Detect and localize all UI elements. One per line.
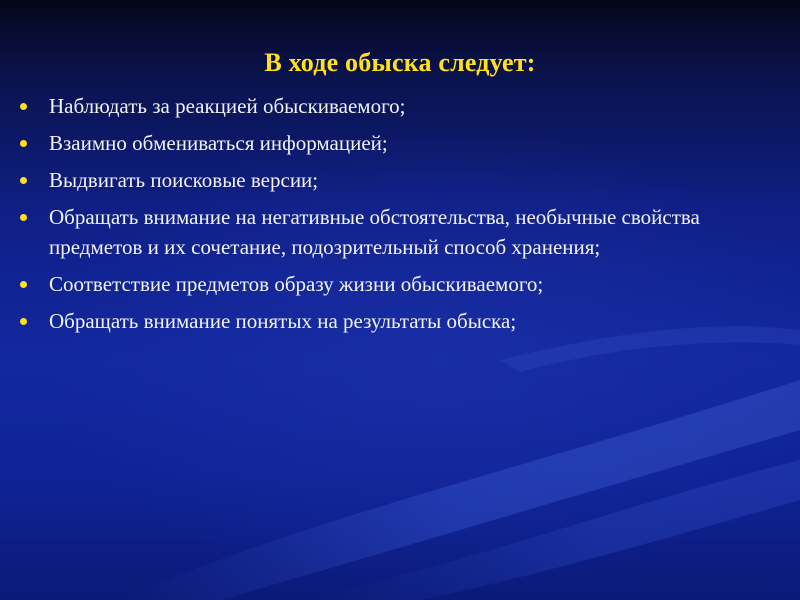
slide-title: В ходе обыска следует: [264, 48, 536, 77]
bullet-item [18, 91, 758, 121]
bullet-icon [20, 214, 27, 221]
bullet-item [18, 128, 758, 158]
bullet-text: Обращать внимание на негативные обстоятельства, необычные свойства предметов и их сочетание, подозрительный способ хранения; [49, 205, 700, 259]
bullet-icon [20, 318, 27, 325]
bullet-icon [20, 281, 27, 288]
bullet-text: Наблюдать за реакцией обыскиваемого; [49, 94, 406, 118]
bullet-item [18, 202, 758, 262]
bullet-item [18, 269, 758, 299]
bullet-text: Обращать внимание понятых на результаты обыска; [49, 309, 517, 333]
bullet-item [18, 306, 758, 336]
bullet-text: Соответствие предметов образу жизни обыскиваемого; [49, 272, 544, 296]
bullet-item [18, 165, 758, 195]
bullet-list [18, 91, 758, 343]
bullet-text: Выдвигать поисковые версии; [49, 168, 319, 192]
bullet-icon [20, 140, 27, 147]
bullet-icon [20, 103, 27, 110]
bullet-icon [20, 177, 27, 184]
bullet-text: Взаимно обмениваться информацией; [49, 131, 388, 155]
